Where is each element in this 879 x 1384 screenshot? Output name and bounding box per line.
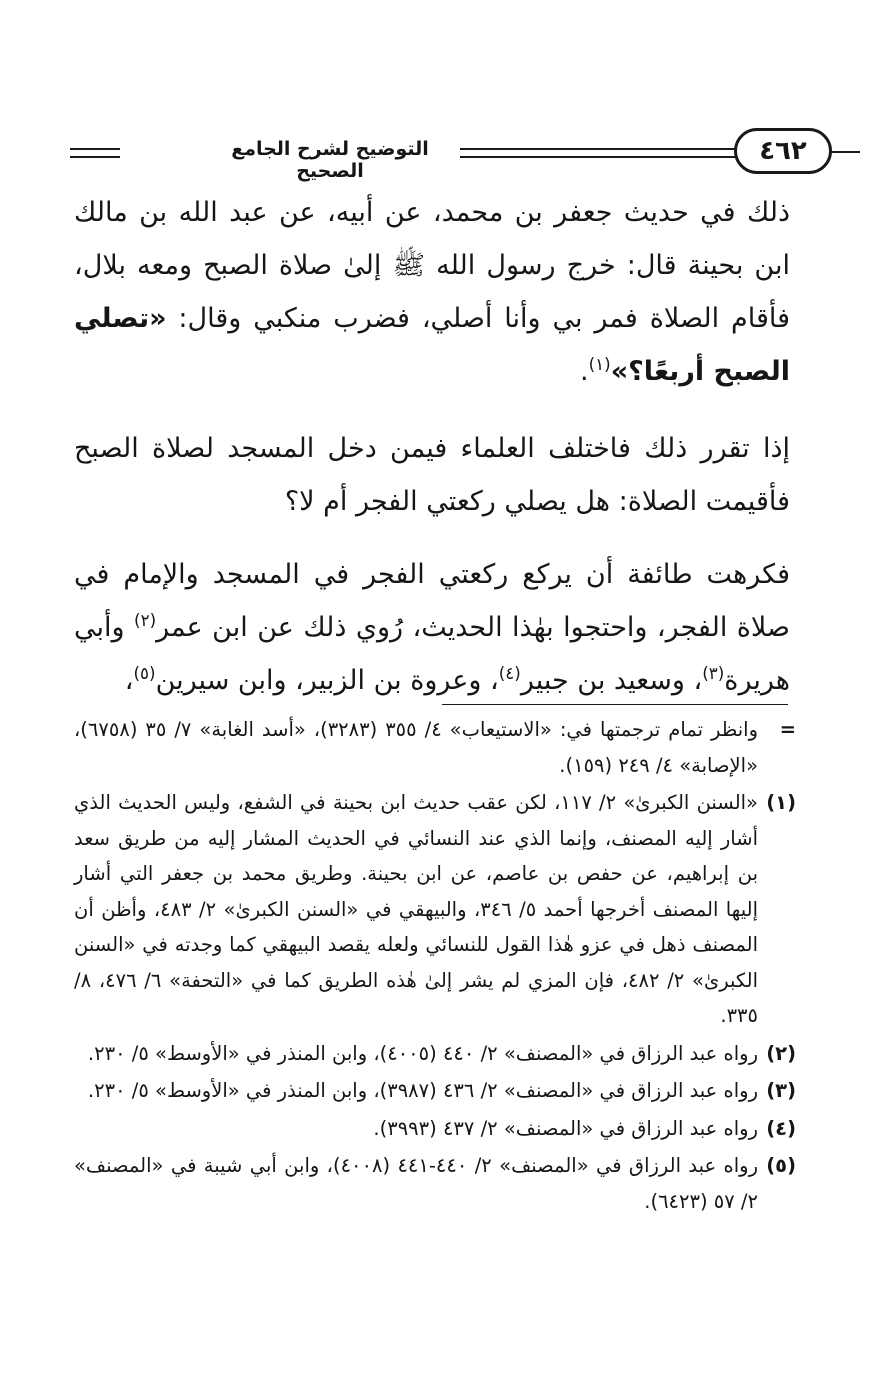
- footnote-text: «السنن الكبرىٰ» ٢/ ١١٧، لكن عقب حديث ابن بحينة في الشفع، وليس الحديث الذي أشار إليه المصنف، وإنما الذي عند النسائي في الحديث المشار إليه من طريق سعد بن إبراهيم، عن حفص بن عاصم، عن ابن بحينة. وطريق محمد بن جعفر التي أشار إليها المصنف أخرجها أحمد ٥/ ٣٤٦، والبيهقي في «السنن الكبرىٰ» ٢/ ٤٨٣، وأظن أن المصنف ذهل في عزو هٰذا القول للنسائي ولعله يقصد البيهقي كما وجدته في «السنن الكبرىٰ» ٢/ ٤٨٢، فإن المزي لم يشر إلىٰ هٰذه الطريق كما في «التحفة» ٦/ ٤٧٦، ٨/ ٣٣٥.: [74, 791, 758, 1027]
- footnote-marker: (٤): [766, 1116, 796, 1140]
- footnote-marker: (٣): [766, 1079, 796, 1102]
- footnote-text: وانظر تمام ترجمتها في: «الاستيعاب» ٤/ ٣٥٥ (٣٢٨٣)، «أسد الغابة» ٧/ ٣٥ (٦٧٥٨)، «الإصابة» ٤/ ٢٤٩ (١٥٩).: [74, 718, 758, 777]
- footnote-2: [74, 1036, 796, 1072]
- paragraph-1: [74, 186, 790, 398]
- footnote-marker: (٢): [766, 1041, 796, 1065]
- footnote-text: رواه عبد الرزاق في «المصنف» ٢/ ٤٣٧ (٣٩٩٣).: [373, 1116, 758, 1140]
- page-header: [70, 124, 810, 186]
- paragraph-3-text-c: ، وسعيد بن جبير: [520, 665, 703, 696]
- footnote-ref-3[interactable]: (٣): [702, 663, 725, 683]
- paragraph-1-text: ذلك في حديث جعفر بن محمد، عن أبيه، عن عبد الله بن مالك ابن بحينة قال: خرج رسول الله ﷺ إلىٰ صلاة الصبح ومعه بلال، فأقام الصلاة فمر بي وأنا أصلي، فضرب منكبي وقال:: [74, 197, 790, 334]
- paragraph-3-text-e: ،: [124, 665, 134, 696]
- footnote-ref-4[interactable]: (٤): [498, 663, 521, 683]
- footnote-text: رواه عبد الرزاق في «المصنف» ٢/ ٤٤٠-٤٤١ (٤٠٠٨)، وابن أبي شيبة في «المصنف» ٢/ ٥٧ (٦٤٢٣).: [74, 1154, 758, 1213]
- paragraph-3-text-d: ، وعروة بن الزبير، وابن سيرين: [155, 665, 499, 696]
- paragraph-3-text-a: فكرهت طائفة أن يركع ركعتي الفجر في المسجد والإمام في صلاة الفجر، واحتجوا بهٰذا الحديث، رُوي ذلك عن ابن عمر: [74, 559, 790, 643]
- header-rule-left-top: [70, 148, 120, 150]
- footnote-ref-1[interactable]: (١): [588, 354, 611, 374]
- footnote-3: [74, 1073, 796, 1109]
- paragraph-2: [74, 422, 790, 528]
- footnote-4: [74, 1111, 796, 1147]
- footnote-ref-5[interactable]: (٥): [133, 663, 156, 683]
- footnote-ref-2[interactable]: (٢): [134, 610, 157, 630]
- footnote-1: [74, 785, 796, 1034]
- main-text: [74, 186, 790, 727]
- paragraph-2-text: إذا تقرر ذلك فاختلف العلماء فيمن دخل المسجد لصلاة الصبح فأقيمت الصلاة: هل يصلي ركعتي الفجر أم لا؟: [74, 433, 790, 517]
- footnote-marker: (١): [766, 791, 796, 814]
- header-rule-left-bottom: [70, 156, 120, 158]
- footnote-marker: (٥): [766, 1154, 796, 1177]
- paragraph-1-end: .: [580, 356, 589, 387]
- header-rule-right: [830, 151, 860, 153]
- page-number: ٤٦٢: [759, 136, 807, 166]
- running-title: التوضيح لشرح الجامع الصحيح: [200, 138, 460, 182]
- footnote-text: رواه عبد الرزاق في «المصنف» ٢/ ٤٣٦ (٣٩٨٧)، وابن المنذر في «الأوسط» ٥/ ٢٣٠.: [87, 1079, 758, 1102]
- page-number-ornament: [734, 128, 832, 174]
- hadith-quote: «تصلي الصبح أربعًا؟»: [74, 303, 790, 387]
- footnote-text: رواه عبد الرزاق في «المصنف» ٢/ ٤٤٠ (٤٠٠٥)، وابن المنذر في «الأوسط» ٥/ ٢٣٠.: [87, 1041, 758, 1065]
- paragraph-3-text-b: وأبي هريرة: [74, 612, 790, 696]
- footnote-continued: [74, 712, 796, 783]
- footnote-marker: =: [779, 718, 796, 741]
- footnotes: [74, 712, 796, 1221]
- paragraph-3: [74, 548, 790, 707]
- footnote-5: [74, 1148, 796, 1219]
- footnote-separator: [442, 704, 788, 705]
